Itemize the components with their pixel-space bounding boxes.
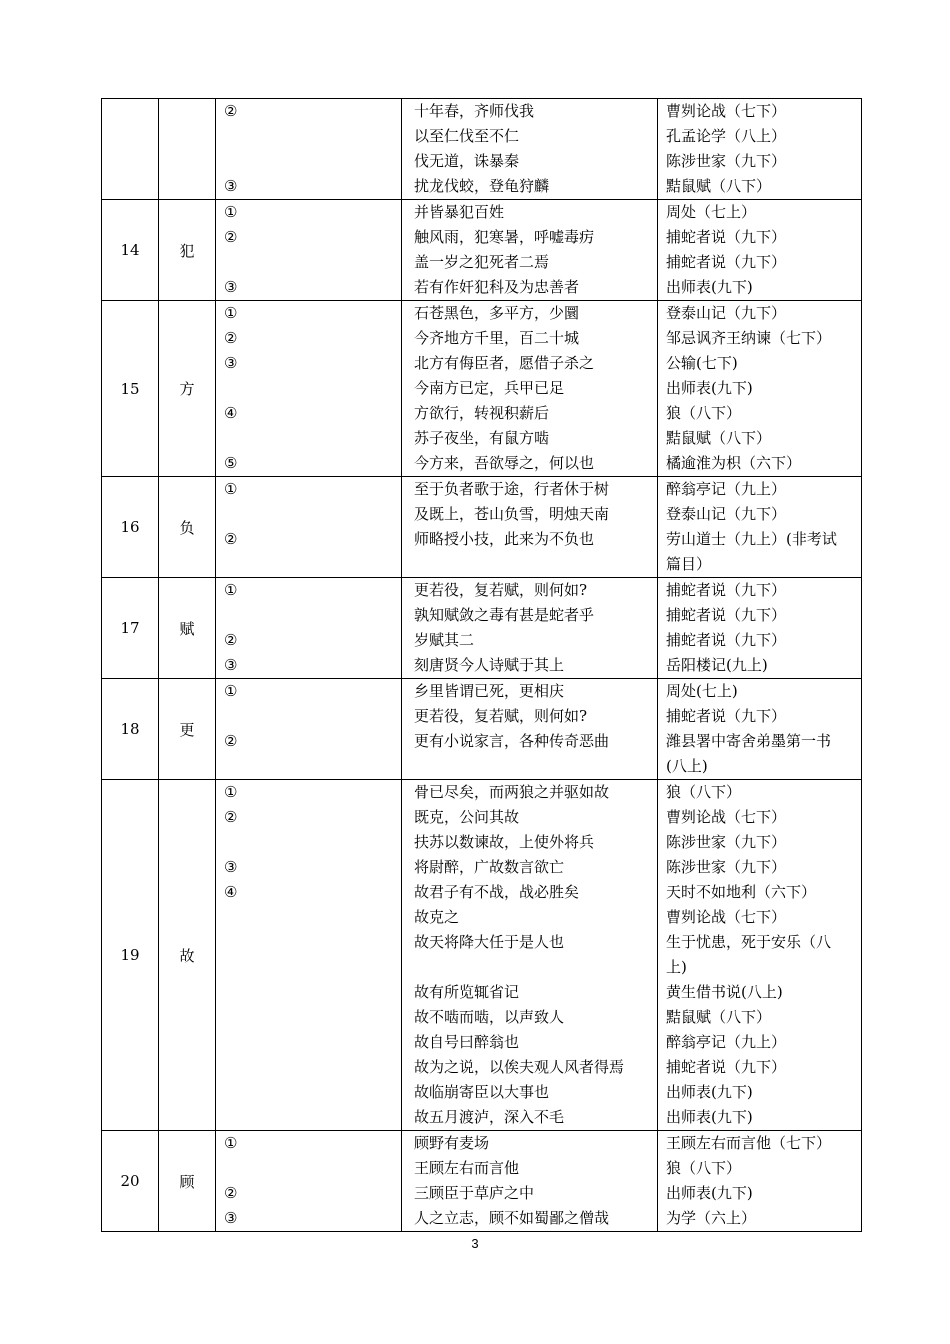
- meaning-mark: ③: [224, 278, 238, 296]
- source-text: 孔孟论学（八上）: [666, 127, 787, 145]
- example-sentence: 故临崩寄臣以大事也: [414, 1083, 550, 1101]
- example-sentence: 若有作奸犯科及为忠善者: [414, 278, 580, 296]
- meaning-mark: ①: [224, 304, 238, 322]
- table-row: [102, 200, 862, 301]
- source-cell: [658, 200, 862, 301]
- meaning-marks-cell: [216, 200, 402, 301]
- meaning-mark: [224, 930, 401, 955]
- meaning-mark: ①: [224, 581, 238, 599]
- table-row: [102, 780, 862, 1131]
- source-cell: [658, 477, 862, 578]
- word-cell: [159, 99, 216, 200]
- meaning-mark: ①: [224, 682, 238, 700]
- example-sentence: 顾野有麦场: [414, 1134, 490, 1152]
- source-text: 为学（六上）: [666, 1209, 757, 1227]
- meaning-mark: [224, 1055, 401, 1080]
- example-sentence: 王顾左右而言他: [414, 1159, 520, 1177]
- source-text: 曹刿论战（七下）: [666, 102, 787, 120]
- source-text: 潍县署中寄舍弟墨第一书: [666, 732, 832, 750]
- example-sentence: 盖一岁之犯死者二焉: [414, 253, 550, 271]
- source-text: 曹刿论战（七下）: [666, 808, 787, 826]
- meaning-mark: ④: [224, 883, 238, 901]
- meaning-mark: ④: [224, 404, 238, 422]
- source-cell: [658, 301, 862, 477]
- source-cell: [658, 1131, 862, 1232]
- meaning-marks-cell: [216, 99, 402, 200]
- example-sentence: 更若役，复若赋，则何如?: [414, 581, 588, 599]
- meaning-mark: ②: [224, 631, 238, 649]
- source-text: 曹刿论战（七下）: [666, 908, 787, 926]
- source-text: 捕蛇者说（九下）: [666, 1058, 787, 1076]
- source-text: 岳阳楼记(九上): [666, 656, 768, 674]
- meaning-mark: ⑤: [224, 454, 238, 472]
- meaning-mark: [224, 830, 401, 855]
- example-sentence: [414, 754, 653, 779]
- source-text: 出师表(九下): [666, 1184, 753, 1202]
- word-cell: 顾: [159, 1131, 216, 1232]
- source-cell: [658, 679, 862, 780]
- example-sentence: 苏子夜坐，有鼠方啮: [414, 429, 550, 447]
- example-sentence: 故为之说，以俟夫观人风者得焉: [414, 1058, 625, 1076]
- example-sentence: 及既上，苍山负雪，明烛天南: [414, 505, 610, 523]
- source-text: 篇目）: [666, 555, 712, 573]
- source-text: 陈涉世家（九下）: [666, 858, 787, 876]
- source-text: 生于忧患，死于安乐（八: [666, 933, 832, 951]
- example-sentence: 石苍黑色，多平方，少圜: [414, 304, 580, 322]
- meaning-mark: [224, 502, 401, 527]
- row-number-cell: [102, 99, 159, 200]
- example-sentence: 更有小说家言，各种传奇恶曲: [414, 732, 610, 750]
- source-text: 捕蛇者说（九下）: [666, 581, 787, 599]
- meaning-mark: ①: [224, 783, 238, 801]
- table-row: [102, 578, 862, 679]
- meaning-mark: [224, 980, 401, 1005]
- example-sentence: 方欲行，转视积薪后: [414, 404, 550, 422]
- meaning-mark: [224, 552, 401, 577]
- meaning-mark: ②: [224, 530, 238, 548]
- row-number-cell: 19: [102, 780, 159, 1131]
- meaning-mark: ③: [224, 656, 238, 674]
- example-sentence: [414, 552, 653, 577]
- source-text: 登泰山记（九下）: [666, 505, 787, 523]
- meaning-mark: ①: [224, 1134, 238, 1152]
- row-number-cell: 14: [102, 200, 159, 301]
- example-sentence: 扶苏以数谏故，上使外将兵: [414, 833, 595, 851]
- example-sentence: 北方有侮臣者，愿借子杀之: [414, 354, 595, 372]
- meaning-mark: [224, 426, 401, 451]
- source-text: 捕蛇者说（九下）: [666, 631, 787, 649]
- meaning-mark: [224, 603, 401, 628]
- meaning-mark: ②: [224, 102, 238, 120]
- source-text: 黠鼠赋（八下）: [666, 429, 772, 447]
- example-sentence: 乡里皆谓已死，更相庆: [414, 682, 565, 700]
- meaning-marks-cell: [216, 1131, 402, 1232]
- word-cell: 更: [159, 679, 216, 780]
- table-body: [102, 99, 862, 1232]
- example-sentence: 故克之: [414, 908, 460, 926]
- meaning-mark: [224, 704, 401, 729]
- source-text: 周处（七上）: [666, 203, 757, 221]
- source-text: 狼（八下）: [666, 404, 742, 422]
- meaning-mark: [224, 149, 401, 174]
- example-sentence: 岁赋其二: [414, 631, 475, 649]
- table-row: [102, 477, 862, 578]
- source-text: 醉翁亭记（九上）: [666, 1033, 787, 1051]
- source-text: 捕蛇者说（九下）: [666, 707, 787, 725]
- meaning-mark: ③: [224, 858, 238, 876]
- source-text: 出师表(九下): [666, 379, 753, 397]
- table-row: [102, 301, 862, 477]
- example-sentence: 刻唐贤今人诗赋于其上: [414, 656, 565, 674]
- example-sentences-cell: [402, 301, 658, 477]
- meaning-marks-cell: [216, 780, 402, 1131]
- example-sentence: 故自号曰醉翁也: [414, 1033, 520, 1051]
- source-text: 出师表(九下): [666, 1083, 753, 1101]
- example-sentences-cell: [402, 780, 658, 1131]
- source-text: 王顾左右而言他（七下）: [666, 1134, 832, 1152]
- example-sentence: 伐无道，诛暴秦: [414, 152, 520, 170]
- example-sentence: [414, 955, 653, 980]
- example-sentence: 三顾臣于草庐之中: [414, 1184, 535, 1202]
- row-number-cell: 20: [102, 1131, 159, 1232]
- example-sentences-cell: [402, 200, 658, 301]
- table-row: [102, 1131, 862, 1232]
- source-text: 邹忌讽齐王纳谏（七下）: [666, 329, 832, 347]
- source-text: 橘逾淮为枳（六下）: [666, 454, 802, 472]
- meaning-mark: ②: [224, 228, 238, 246]
- word-cell: 故: [159, 780, 216, 1131]
- example-sentences-cell: [402, 99, 658, 200]
- source-text: 捕蛇者说（九下）: [666, 253, 787, 271]
- meaning-mark: [224, 250, 401, 275]
- meaning-mark: ③: [224, 1209, 238, 1227]
- source-text: 黠鼠赋（八下）: [666, 1008, 772, 1026]
- source-cell: [658, 578, 862, 679]
- example-sentence: 扰龙伐蛟，登龟狩麟: [414, 177, 550, 195]
- source-text: 陈涉世家（九下）: [666, 833, 787, 851]
- meaning-mark: [224, 1005, 401, 1030]
- meaning-mark: ①: [224, 480, 238, 498]
- meaning-mark: [224, 1080, 401, 1105]
- meaning-mark: ①: [224, 203, 238, 221]
- meaning-mark: ②: [224, 1184, 238, 1202]
- table-row: [102, 99, 862, 200]
- row-number-cell: 16: [102, 477, 159, 578]
- example-sentence: 将尉醉，广故数言欲亡: [414, 858, 565, 876]
- example-sentence: 并皆暴犯百姓: [414, 203, 505, 221]
- meaning-mark: [224, 124, 401, 149]
- meaning-marks-cell: [216, 477, 402, 578]
- example-sentence: 更若役，复若赋，则何如?: [414, 707, 588, 725]
- example-sentence: 故五月渡泸，深入不毛: [414, 1108, 565, 1126]
- row-number-cell: 15: [102, 301, 159, 477]
- source-text: 出师表(九下): [666, 278, 753, 296]
- example-sentence: 以至仁伐至不仁: [414, 127, 520, 145]
- source-text: 黄生借书说(八上): [666, 983, 783, 1001]
- source-text: 公输(七下): [666, 354, 738, 372]
- example-sentence: 今方来，吾欲辱之，何以也: [414, 454, 595, 472]
- meaning-mark: [224, 955, 401, 980]
- example-sentences-cell: [402, 1131, 658, 1232]
- page-number: 3: [471, 1236, 479, 1251]
- meaning-mark: [224, 905, 401, 930]
- meaning-marks-cell: [216, 578, 402, 679]
- word-cell: 赋: [159, 578, 216, 679]
- example-sentence: 至于负者歌于途，行者休于树: [414, 480, 610, 498]
- meaning-mark: [224, 1156, 401, 1181]
- example-sentence: 既克，公问其故: [414, 808, 520, 826]
- example-sentence: 触风雨，犯寒暑，呼嘘毒疠: [414, 228, 595, 246]
- row-number-cell: 17: [102, 578, 159, 679]
- source-text: 黠鼠赋（八下）: [666, 177, 772, 195]
- example-sentence: 孰知赋敛之毒有甚是蛇者乎: [414, 606, 595, 624]
- word-cell: 方: [159, 301, 216, 477]
- table-row: [102, 679, 862, 780]
- meaning-mark: ②: [224, 808, 238, 826]
- source-text: 上): [666, 958, 687, 976]
- example-sentence: 故有所览辄省记: [414, 983, 520, 1001]
- example-sentence: 骨已尽矣，而两狼之并驱如故: [414, 783, 610, 801]
- example-sentence: 故君子有不战，战必胜矣: [414, 883, 580, 901]
- source-text: 捕蛇者说（九下）: [666, 228, 787, 246]
- source-text: 出师表(九下): [666, 1108, 753, 1126]
- meaning-mark: ②: [224, 329, 238, 347]
- vocabulary-table: [101, 98, 862, 1232]
- source-text: 醉翁亭记（九上）: [666, 480, 787, 498]
- source-text: 登泰山记（九下）: [666, 304, 787, 322]
- meaning-mark: [224, 1105, 401, 1130]
- source-text: 周处(七上): [666, 682, 738, 700]
- example-sentence: 今齐地方千里，百二十城: [414, 329, 580, 347]
- meaning-marks-cell: [216, 301, 402, 477]
- example-sentence: 人之立志，顾不如蜀鄙之僧哉: [414, 1209, 610, 1227]
- example-sentence: 今南方已定，兵甲已足: [414, 379, 565, 397]
- source-cell: [658, 99, 862, 200]
- word-cell: 犯: [159, 200, 216, 301]
- source-text: 天时不如地利（六下）: [666, 883, 817, 901]
- meaning-mark: ②: [224, 732, 238, 750]
- example-sentence: 十年春，齐师伐我: [414, 102, 535, 120]
- meaning-mark: [224, 376, 401, 401]
- source-text: 劳山道士（九上）(非考试: [666, 530, 837, 548]
- example-sentence: 师略授小技，此来为不负也: [414, 530, 595, 548]
- word-cell: 负: [159, 477, 216, 578]
- example-sentence: 故不啮而啮，以声致人: [414, 1008, 565, 1026]
- example-sentence: 故天将降大任于是人也: [414, 933, 565, 951]
- row-number-cell: 18: [102, 679, 159, 780]
- source-text: 捕蛇者说（九下）: [666, 606, 787, 624]
- meaning-marks-cell: [216, 679, 402, 780]
- meaning-mark: ③: [224, 177, 238, 195]
- example-sentences-cell: [402, 578, 658, 679]
- meaning-mark: [224, 1030, 401, 1055]
- meaning-mark: [224, 754, 401, 779]
- source-text: (八上): [666, 757, 708, 775]
- meaning-mark: ③: [224, 354, 238, 372]
- source-text: 陈涉世家（九下）: [666, 152, 787, 170]
- source-text: 狼（八下）: [666, 783, 742, 801]
- example-sentences-cell: [402, 679, 658, 780]
- example-sentences-cell: [402, 477, 658, 578]
- source-text: 狼（八下）: [666, 1159, 742, 1177]
- source-cell: [658, 780, 862, 1131]
